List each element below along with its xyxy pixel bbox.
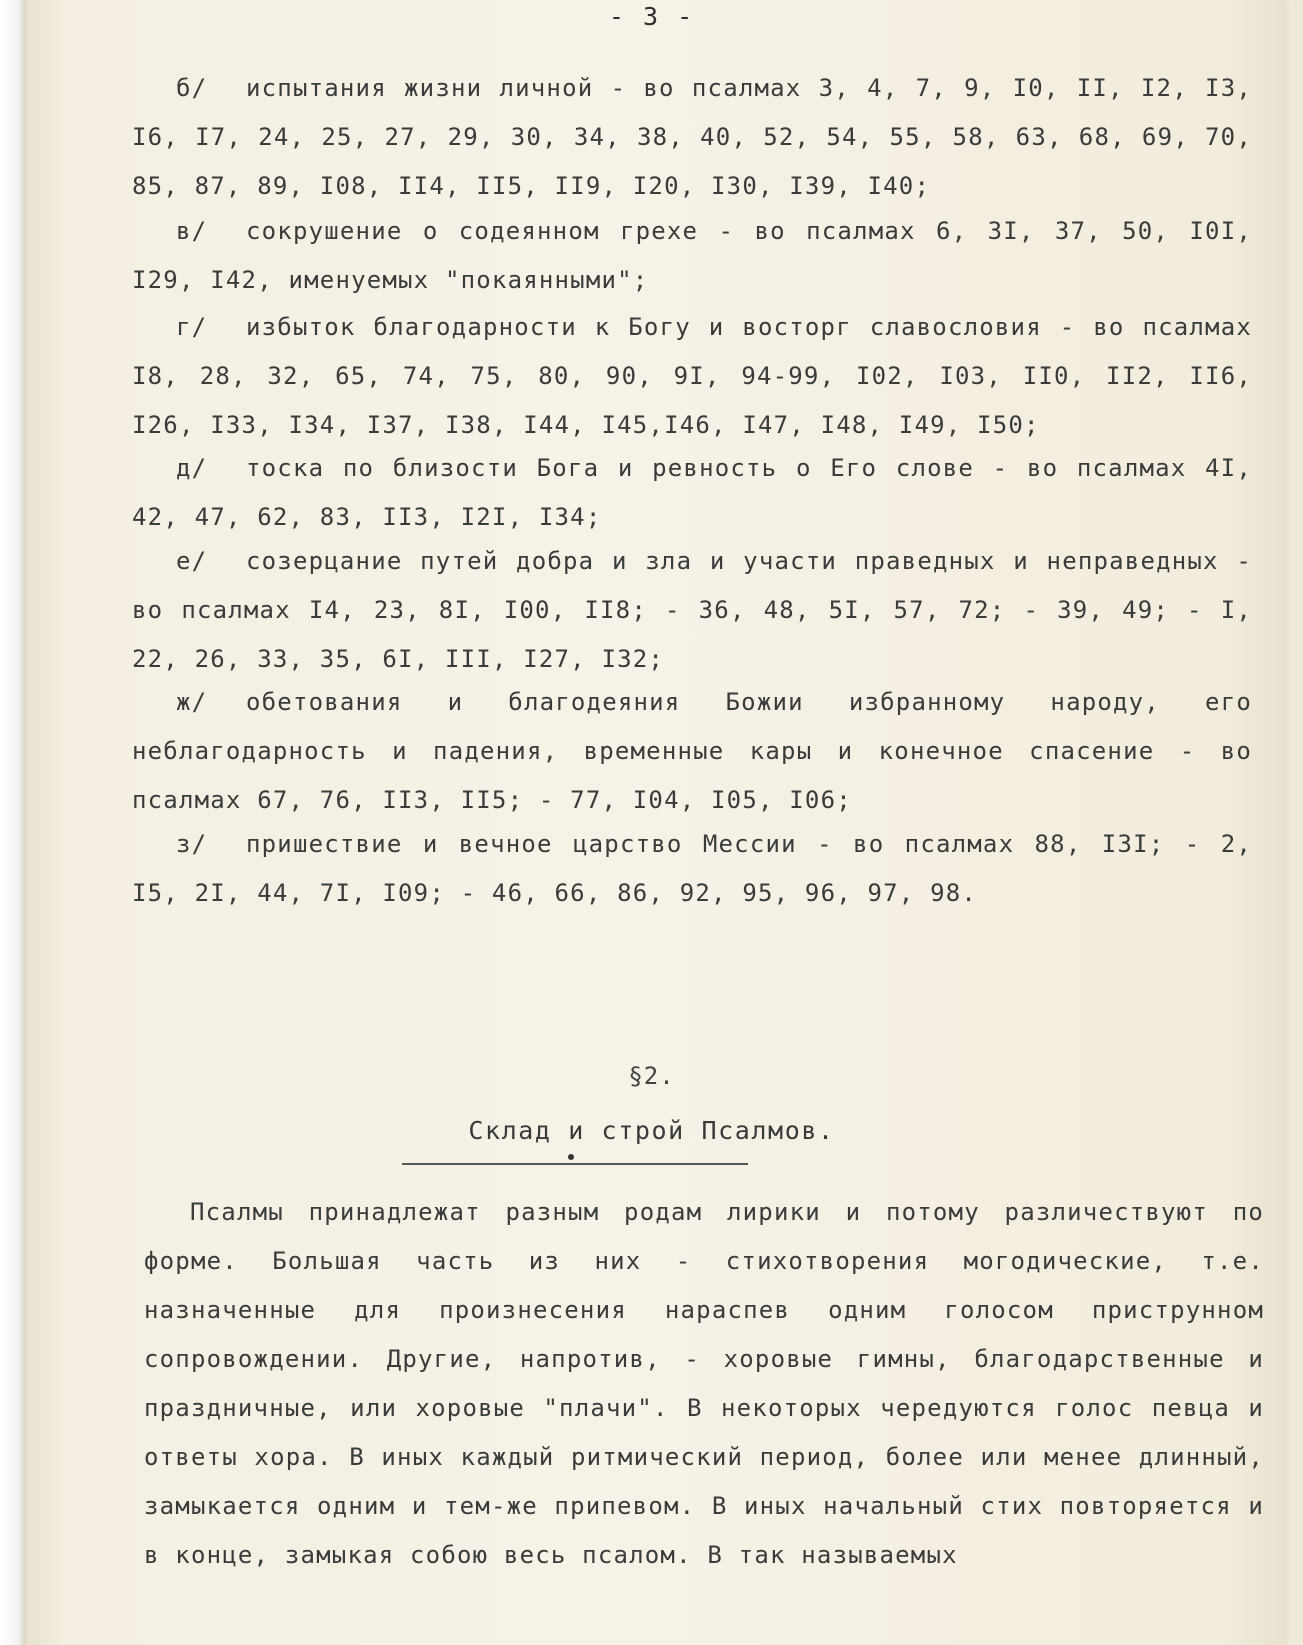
- list-item-e: [132, 537, 1252, 684]
- item-text: обетования и благодеяния Божии избранному народу, его неблагодарность и падения, временные кары и конечное спасение - во псалмах 67, 76, II3, II5; - 77, I04, I05, I06;: [132, 688, 1252, 814]
- item-text: сокрушение о содеянном грехе - во псалмах 6, 3I, 37, 50, I0I, I29, I42, именуемых "покаянными";: [132, 217, 1252, 294]
- ink-dot: [568, 1154, 574, 1160]
- paragraph-text: Псалмы принадлежат разным родам лирики и потому различествуют по форме. Большая часть из них - стихотворения могодические, т.е. назначенные для произнесения нараспев одним голосом приструнном сопровождении. Другие, напротив, - хоровые гимны, благодарственные и праздничные, или хоровые "плачи". В некоторых чередуются голос певца и ответы хора. В иных каждый ритмический период, более или менее длинный, замыкается одним и тем-же припевом. В иных начальный стих повторяется и в конце, замыкая собою весь псалом. В так называемых: [144, 1198, 1264, 1569]
- section-heading: Склад и строй Псалмов.: [468, 1116, 835, 1145]
- list-item-d: [132, 444, 1252, 542]
- item-marker: б/: [176, 74, 208, 102]
- item-text: созерцание путей добра и зла и участи праведных и неправедных - во псалмах I4, 23, 8I, I00, II8; - 36, 48, 5I, 57, 72; - 39, 49; - I, 22, 26, 33, 35, 6I, III, I27, I32;: [132, 547, 1252, 673]
- item-marker: в/: [176, 217, 208, 245]
- list-item-b: [132, 64, 1252, 211]
- list-item-zh: [132, 678, 1252, 825]
- item-marker: з/: [176, 830, 208, 858]
- list-item-z: [132, 820, 1252, 918]
- item-marker: г/: [176, 313, 208, 341]
- section-number: §2.: [628, 1062, 675, 1090]
- heading-underline: [402, 1163, 748, 1165]
- item-marker: д/: [176, 454, 208, 482]
- list-item-v: [132, 207, 1252, 305]
- page-edge: [0, 0, 26, 1645]
- item-marker: е/: [176, 547, 208, 575]
- item-text: избыток благодарности к Богу и восторг славословия - во псалмах I8, 28, 32, 65, 74, 75, 80, 90, 9I, 94-99, I02, I03, II0, II2, II6, I26, I33, I34, I37, I38, I44, I45,I46, I47, I48, I49, I50;: [132, 313, 1252, 439]
- item-text: испытания жизни личной - во псалмах 3, 4, 7, 9, I0, II, I2, I3, I6, I7, 24, 25, 27, 29, 30, 34, 38, 40, 52, 54, 55, 58, 63, 68, 69, 70, 85, 87, 89, I08, II4, II5, II9, I20, I30, I39, I40;: [132, 74, 1252, 200]
- item-text: пришествие и вечное царство Мессии - во псалмах 88, I3I; - 2, I5, 2I, 44, 7I, I09; - 46, 66, 86, 92, 95, 96, 97, 98.: [132, 830, 1252, 907]
- body-paragraph: [144, 1188, 1264, 1580]
- item-text: тоска по близости Бога и ревность о Его слове - во псалмах 4I, 42, 47, 62, 83, II3, I2I, I34;: [132, 454, 1252, 531]
- page-number: - 3 -: [608, 2, 695, 31]
- item-marker: ж/: [176, 688, 208, 716]
- list-item-g: [132, 303, 1252, 450]
